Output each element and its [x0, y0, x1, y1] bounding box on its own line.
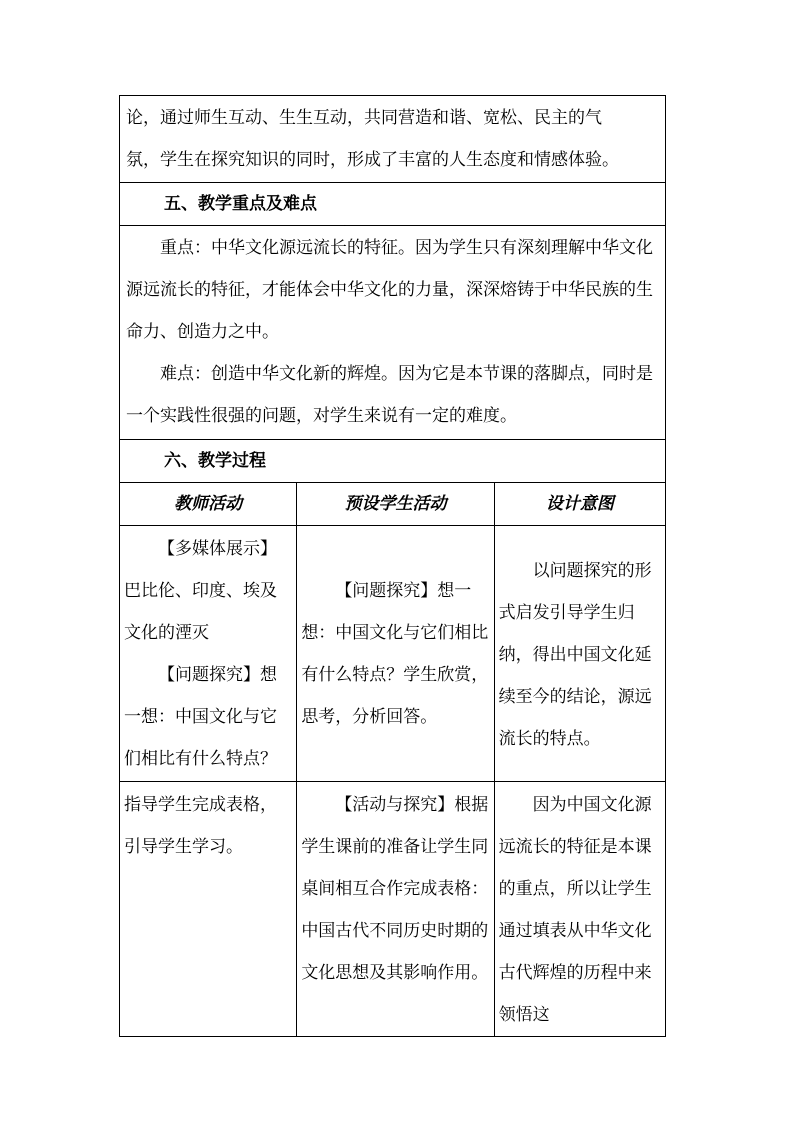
difficulty-paragraph: 难点：创造中华文化新的辉煌。因为它是本节课的落脚点，同时是一个实践性很强的问题，对学生来说有一定的难度。 [126, 364, 653, 426]
intro-line-2: 氛，学生在探究知识的同时，形成了丰富的人生态度和情感体验。 [126, 150, 619, 170]
table-row [120, 526, 666, 782]
header-teacher-activity: 教师活动 [120, 483, 297, 526]
focus-paragraph: 重点：中华文化源远流长的特征。因为学生只有深刻理解中华文化源远流长的特征，才能体会中华文化的力量，深深熔铸于中华民族的生命力、创造力之中。 [126, 238, 653, 342]
table-row [120, 782, 666, 1037]
teacher-activity-3: 指导学生完成表格，引导学生学习。 [124, 795, 277, 857]
student-activity-1: 【问题探究】想一想：中国文化与它们相比有什么特点？学生欣赏，思考，分析回答。 [301, 581, 489, 727]
intro-row [120, 96, 666, 183]
design-intent-1: 以问题探究的形式启发引导学生归纳，得出中国文化延续至今的结论，源远流长的特点。 [498, 561, 652, 749]
header-design-intent: 设计意图 [494, 483, 665, 526]
student-activity-2: 【活动与探究】根据学生课前的准备让学生同桌间相互合作完成表格：中国古代不同历史时期的文化思想及其影响作用。 [301, 795, 489, 983]
design-intent-2: 因为中国文化源远流长的特征是本课的重点，所以让学生通过填表从中华文化古代辉煌的历程中来领悟这 [498, 795, 652, 1025]
teacher-activity-1: 【多媒体展示】巴比伦、印度、埃及文化的湮灭 [124, 539, 277, 643]
header-student-activity: 预设学生活动 [297, 483, 494, 526]
table-header-row [120, 483, 666, 526]
section5-body-row [120, 226, 666, 440]
intro-line-1: 论，通过师生互动、生生互动，共同营造和谐、宽松、民主的气 [126, 108, 602, 128]
section5-header-row [120, 183, 666, 226]
lesson-plan-document [119, 95, 666, 1037]
lesson-plan-table [119, 95, 666, 1037]
section6-header-row [120, 440, 666, 483]
section6-title: 六、教学过程 [120, 440, 666, 483]
teacher-activity-2: 【问题探究】想一想：中国文化与它们相比有什么特点？ [124, 665, 277, 769]
section5-title: 五、教学重点及难点 [120, 183, 666, 226]
